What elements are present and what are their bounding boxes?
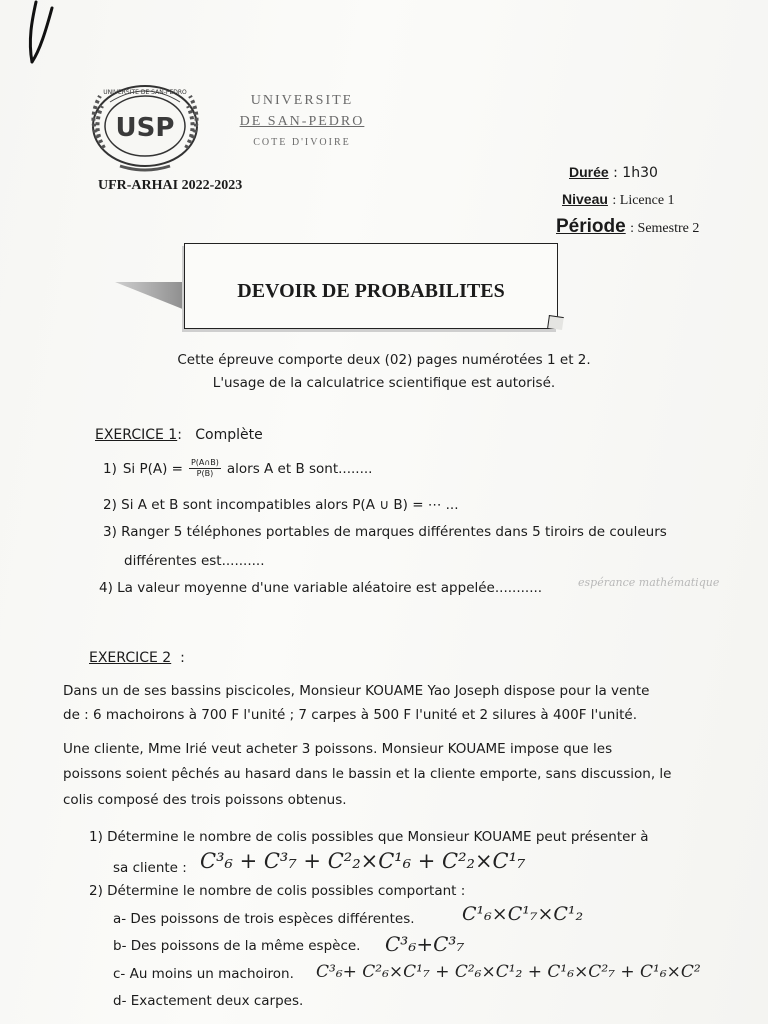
fraction-denominator: P(B): [196, 469, 214, 478]
duree-label: Durée: [569, 164, 609, 180]
ex1-question-3-line-2: différentes est..........: [124, 553, 265, 569]
ex2-question-2: 2) Détermine le nombre de colis possibles comportant :: [89, 883, 466, 899]
university-logo-icon: [80, 78, 210, 178]
university-line-1: UNIVERSITE: [250, 93, 354, 108]
niveau-value: : Licence 1: [612, 193, 675, 208]
periode-line: [556, 216, 699, 238]
ex1-question-1: [103, 458, 372, 479]
niveau-line: [562, 191, 675, 209]
exercise-2-colon: :: [180, 650, 185, 666]
ex1-q1-post: alors A et B sont........: [226, 460, 373, 477]
title-box: [184, 243, 558, 329]
exercise-2-heading: [89, 650, 185, 666]
duree-value: : 1h30: [613, 165, 658, 181]
university-name: [232, 90, 372, 153]
ex2-paragraph-2-line-3: colis composé des trois poissons obtenus.: [63, 792, 347, 808]
ex2-q2a-handwritten-answer: C¹₆×C¹₇×C¹₂: [462, 903, 584, 925]
ex1-q1-number: 1): [103, 460, 117, 477]
ex2-q1-handwritten-answer: C³₆ + C³₇ + C²₂×C¹₆ + C²₂×C¹₇: [200, 849, 526, 873]
fraction-numerator: P(A∩B): [190, 458, 219, 467]
ex2-q2c-handwritten-answer: C³₆+ C²₆×C¹₇ + C²₆×C¹₂ + C¹₆×C²₇ + C¹₆×C²: [316, 962, 701, 982]
ex2-question-2b: b- Des poissons de la même espèce.: [113, 938, 361, 954]
university-line-3: COTE D'IVOIRE: [253, 137, 351, 148]
ex2-paragraph-1-line-2: de : 6 machoirons à 700 F l'unité ; 7 carpes à 500 F l'unité et 2 silures à 400F l'unité.: [63, 707, 637, 723]
ex1-q1-fraction: [189, 458, 221, 479]
ufr-year: UFR-ARHAI 2022-2023: [98, 178, 243, 193]
periode-label: Période: [556, 216, 626, 237]
ex1-q1-pre: Si P(A) =: [122, 460, 183, 477]
periode-value: : Semestre 2: [630, 221, 700, 236]
duree-line: [569, 164, 658, 181]
ex2-question-1-line-2: sa cliente :: [113, 860, 187, 876]
ex2-q2b-handwritten-answer: C³₆+C³₇: [385, 932, 465, 956]
ex2-paragraph-1-line-1: Dans un de ses bassins piscicoles, Monsieur KOUAME Yao Joseph dispose pour la vente: [63, 683, 650, 699]
exam-title: DEVOIR DE PROBABILITES: [237, 280, 505, 302]
svg-text:UNIVERSITE DE SAN-PEDRO: UNIVERSITE DE SAN-PEDRO: [103, 89, 187, 96]
ex2-question-2d: d- Exactement deux carpes.: [113, 993, 304, 1009]
ex1-q4-faint-answer: espérance mathématique: [578, 576, 720, 589]
university-line-2: DE SAN-PEDRO: [239, 114, 365, 129]
ex1-question-3-line-1: 3) Ranger 5 téléphones portables de marques différentes dans 5 tiroirs de couleurs: [103, 524, 667, 540]
intro-line-1: Cette épreuve comporte deux (02) pages numérotées 1 et 2.: [177, 352, 591, 368]
exercise-1-heading: EXERCICE 1: Complète: [95, 427, 263, 443]
exercise-1-title: EXERCICE 1: [95, 427, 178, 443]
ex1-question-2: 2) Si A et B sont incompatibles alors P(A ∪ B) = ⋯ ...: [103, 497, 459, 513]
svg-text:USP: USP: [115, 113, 175, 143]
ex2-question-2c: c- Au moins un machoiron.: [113, 966, 294, 982]
ex1-question-4: 4) La valeur moyenne d'une variable aléatoire est appelée...........: [99, 580, 543, 596]
title-box-curl: [547, 315, 564, 330]
niveau-label: Niveau: [562, 191, 608, 207]
ex2-question-1-line-1: 1) Détermine le nombre de colis possibles que Monsieur KOUAME peut présenter à: [89, 829, 649, 845]
exercise-1-subtitle: Complète: [195, 427, 263, 443]
ex2-paragraph-2-line-2: poissons soient pêchés au hasard dans le bassin et la cliente emporte, sans discussion, le: [63, 766, 672, 782]
ex2-paragraph-2-line-1: Une cliente, Mme Irié veut acheter 3 poissons. Monsieur KOUAME impose que les: [63, 741, 613, 757]
ex2-question-2a: a- Des poissons de trois espèces différentes.: [113, 911, 415, 927]
handwritten-mark: [22, 0, 56, 70]
exercise-2-title: EXERCICE 2: [89, 650, 172, 666]
intro-line-2: L'usage de la calculatrice scientifique est autorisé.: [212, 375, 556, 391]
